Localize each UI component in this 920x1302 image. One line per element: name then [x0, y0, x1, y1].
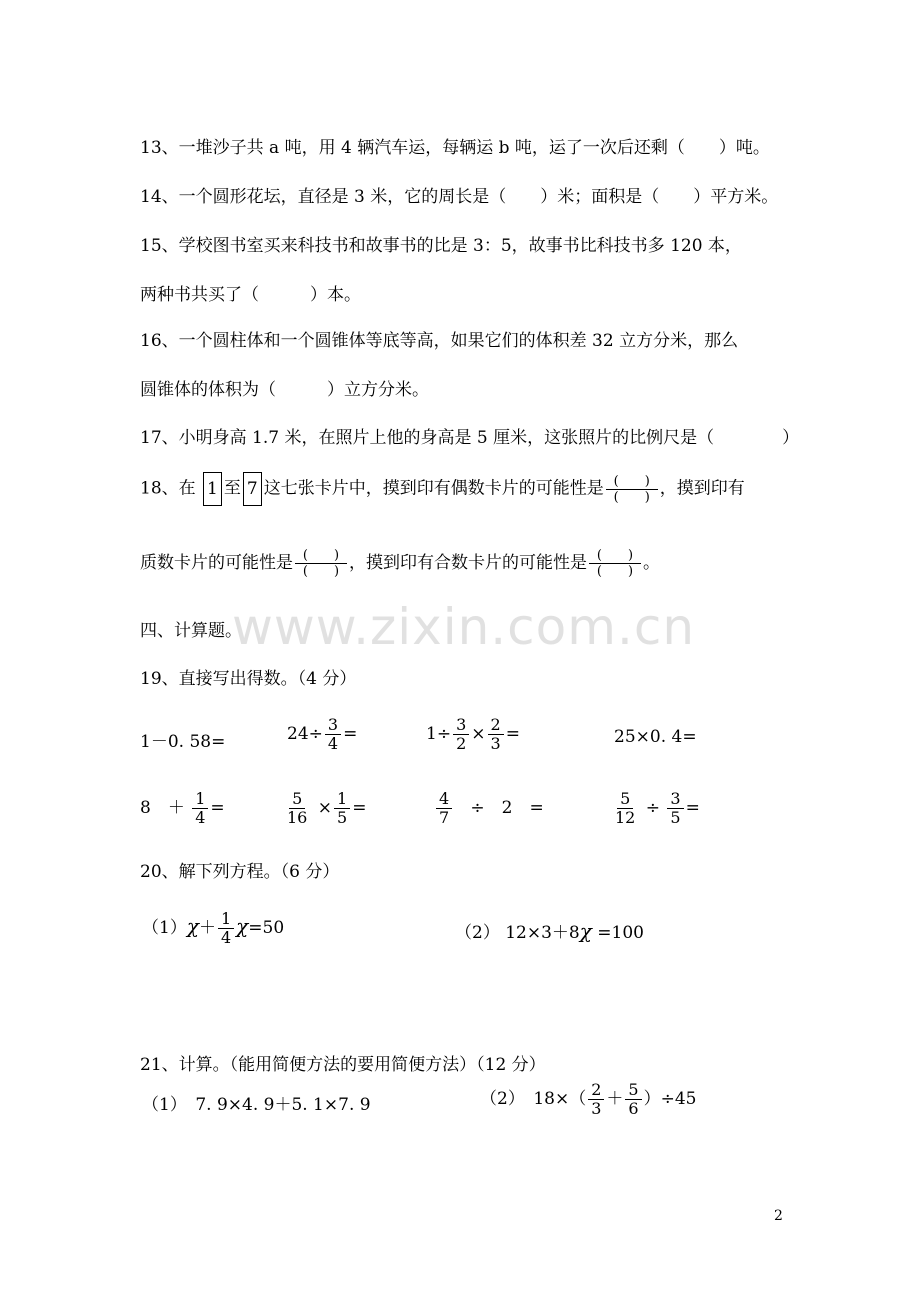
fraction [488, 716, 504, 753]
q19-expr-3 [426, 716, 520, 753]
card-1: 1 [203, 472, 222, 506]
q18-fraction-prime [295, 548, 347, 579]
blank-denominator: ( ) [613, 489, 650, 505]
numerator: 2 [588, 1081, 604, 1100]
section-4-title: 四、计算题。 [140, 621, 242, 641]
question-17: 17、小明身高 1.7 米，在照片上他的身高是 5 厘米，这张照片的比例尺是（ ） [140, 428, 800, 448]
variable: χ [579, 919, 592, 943]
q18-text-2: ，摸到印有 [659, 478, 745, 499]
q20-part-1 [142, 910, 284, 947]
numerator: 3 [325, 716, 341, 735]
expr-text: = [505, 724, 520, 744]
expr-text: = [352, 798, 367, 818]
fraction [192, 790, 208, 827]
fraction [334, 790, 350, 827]
q19-expr-2 [287, 716, 357, 753]
fraction [284, 790, 310, 827]
denominator: 6 [628, 1099, 639, 1118]
q20-part-2 [455, 918, 644, 943]
expr-text: 12×3＋8 [505, 923, 580, 943]
q18-prefix: 18、在 [140, 478, 196, 499]
page-number: 2 [774, 1208, 783, 1224]
question-15-line-1: 15、学校图书室买来科技书和故事书的比是 3：5，故事书比科技书多 120 本， [140, 236, 742, 256]
denominator: 16 [287, 808, 308, 827]
q21-part-1: （1） 7. 9×4. 9＋5. 1×7. 9 [142, 1095, 371, 1115]
numerator: 1 [218, 910, 234, 929]
fraction [612, 790, 638, 827]
q19-expr-6 [282, 790, 366, 827]
expr-text: 24÷ [287, 724, 323, 744]
denominator: 4 [327, 734, 339, 753]
q18-to: 至 [223, 478, 241, 499]
part-label: （1） [142, 918, 187, 938]
fraction [325, 716, 341, 753]
denominator: 7 [439, 808, 450, 827]
operator: ÷ [645, 798, 661, 818]
expr-text: =100 [597, 923, 644, 943]
expr-text: = [685, 798, 700, 818]
fraction [667, 790, 683, 827]
denominator: 5 [670, 808, 681, 827]
blank-numerator: ( ) [295, 548, 347, 564]
expr-text: ）÷45 [643, 1089, 697, 1109]
denominator: 4 [195, 808, 206, 827]
denominator: 4 [220, 928, 232, 947]
watermark: www.zixin.com.cn [232, 598, 696, 656]
q19-expr-5 [140, 790, 225, 827]
q18-fraction-composite [589, 548, 641, 579]
q18-text-4: ，摸到印有合数卡片的可能性是 [349, 553, 587, 573]
numerator: 5 [617, 790, 633, 809]
operator: × [471, 724, 486, 744]
operator: ＋ [198, 918, 216, 938]
question-19-title: 19、直接写出得数。（4 分） [140, 669, 357, 689]
question-14: 14、一个圆形花坛，直径是 3 米，它的周长是（ ）米；面积是（ ）平方米。 [140, 187, 779, 207]
question-20-title: 20、解下列方程。（6 分） [140, 862, 340, 882]
expr-text: ÷ 2 = [470, 798, 544, 818]
expr-text: =50 [248, 918, 285, 938]
q18-text-1: 这七张卡片中，摸到印有偶数卡片的可能性是 [263, 478, 604, 499]
expr-text: （2） 18×（ [480, 1089, 587, 1109]
numerator: 1 [334, 790, 350, 809]
expr-text: 1÷ [426, 724, 452, 744]
question-16-line-1: 16、一个圆柱体和一个圆锥体等底等高，如果它们的体积差 32 立方分米，那么 [140, 331, 739, 351]
denominator: 2 [456, 734, 467, 753]
question-16-line-2: 圆锥体的体积为（ ）立方分米。 [140, 380, 429, 400]
numerator: 3 [453, 716, 469, 735]
operator: × [317, 798, 333, 818]
blank-denominator: ( ) [302, 564, 340, 579]
expr-text: = [210, 798, 225, 818]
numerator: 1 [192, 790, 208, 809]
q19-expr-1: 1－0. 58= [140, 732, 226, 752]
q21-part-2 [480, 1081, 696, 1118]
q18-text-3: 质数卡片的可能性是 [140, 553, 293, 573]
expr-text: 8 ＋ [140, 798, 185, 818]
fraction [436, 790, 452, 827]
fraction [453, 716, 469, 753]
denominator: 5 [337, 808, 348, 827]
q18-text-5: 。 [643, 553, 660, 573]
denominator: 12 [615, 808, 636, 827]
part-label: （2） [455, 923, 500, 943]
blank-numerator: ( ) [589, 548, 641, 564]
question-18-line-1 [140, 472, 745, 506]
denominator: 3 [490, 734, 501, 753]
q19-expr-7 [434, 790, 544, 827]
card-7: 7 [243, 472, 262, 506]
denominator: 3 [591, 1099, 602, 1118]
q18-fraction-even [606, 474, 658, 505]
numerator: 5 [625, 1081, 641, 1100]
numerator: 2 [488, 716, 504, 735]
numerator: 5 [289, 790, 305, 809]
blank-numerator: ( ) [606, 474, 658, 490]
blank-denominator: ( ) [596, 564, 634, 579]
operator: ＋ [606, 1089, 624, 1109]
expr-text: = [343, 724, 358, 744]
question-21-title: 21、计算。（能用简便方法的要用简便方法）（12 分） [140, 1055, 546, 1075]
numerator: 4 [436, 790, 452, 809]
fraction [625, 1081, 641, 1118]
variable: χ [236, 914, 249, 938]
variable: χ [186, 914, 199, 938]
q19-expr-8 [610, 790, 700, 827]
fraction [588, 1081, 604, 1118]
numerator: 3 [667, 790, 683, 809]
fraction [218, 910, 234, 947]
q19-expr-4: 25×0. 4= [614, 727, 697, 747]
question-13: 13、一堆沙子共 a 吨，用 4 辆汽车运，每辆运 b 吨，运了一次后还剩（ ）吨。 [140, 138, 770, 158]
question-15-line-2: 两种书共买了（ ）本。 [140, 285, 361, 305]
question-18-line-2 [140, 548, 660, 579]
